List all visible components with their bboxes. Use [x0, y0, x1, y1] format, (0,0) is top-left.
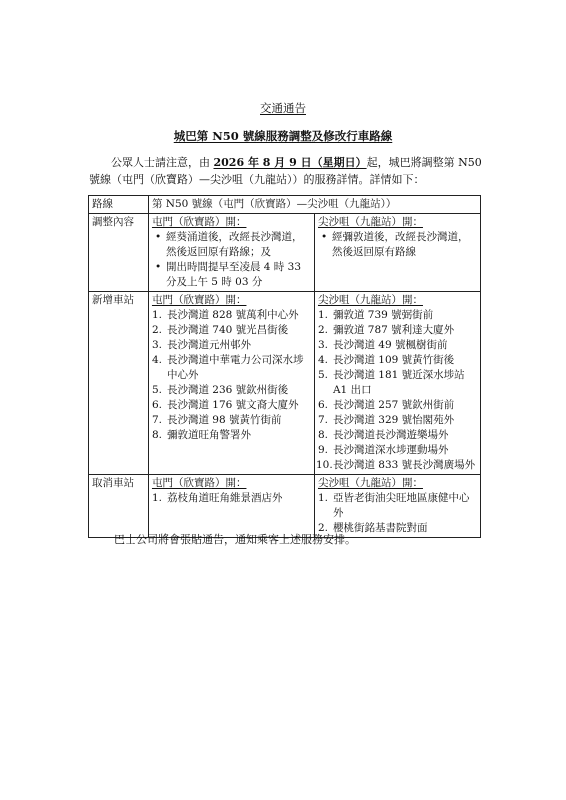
route-value: 第 N50 號線（屯門（欣寶路）—尖沙咀（九龍站））: [148, 196, 480, 214]
add-label: 新增車站: [89, 292, 149, 475]
stop-list-item: [151, 413, 311, 428]
item-number: 10.: [315, 459, 333, 471]
stop-list-item: [317, 413, 477, 428]
item-number: 1.: [151, 492, 162, 504]
stop-name: 長沙灣道元州邨外: [166, 339, 251, 351]
stop-name: 長沙灣道 257 號欽州街前: [332, 399, 455, 411]
route-label: 路線: [89, 196, 149, 214]
notice-heading: 交通通告: [260, 101, 306, 115]
route-row: [89, 196, 481, 214]
stop-list-item: [151, 338, 311, 353]
stop-name: 長沙灣道 329 號怡閣苑外: [332, 414, 455, 426]
cancel-row: [89, 475, 481, 538]
stop-name: 長沙灣道中華電力公司深水埗中心外: [166, 354, 304, 381]
adjust-label: 調整內容: [89, 214, 149, 292]
item-number: 2.: [317, 324, 328, 336]
adjust-right-cell: [314, 214, 480, 292]
item-number: 3.: [151, 339, 162, 351]
adjust-row: [89, 214, 481, 292]
intro-paragraph: [89, 154, 489, 188]
stop-name: 長沙灣道 833 號長沙灣廣場外: [332, 459, 476, 471]
stop-list-item: [151, 383, 311, 398]
add-row: [89, 292, 481, 475]
item-number: 7.: [151, 414, 162, 426]
adjust-left-list: [152, 230, 311, 290]
notice-title: 城巴第 N50 號線服務調整及修改行車路線: [173, 129, 393, 143]
bullet-item: • 經彌敦道後，改經長沙灣道，然後返回原有路線: [332, 230, 477, 260]
cancel-right-list: [318, 491, 477, 536]
item-number: 2.: [317, 522, 328, 534]
cancel-left-cell: [148, 475, 314, 538]
stop-list-item: [151, 308, 311, 323]
stop-list-item: [151, 323, 311, 338]
intro-date: 2026 年 8 月 9 日（星期日）: [213, 156, 367, 169]
adjust-right-list: [318, 230, 477, 260]
item-number: 6.: [317, 399, 328, 411]
adjust-left-cell: [148, 214, 314, 292]
item-number: 3.: [317, 339, 328, 351]
cancel-label: 取消車站: [89, 475, 149, 538]
item-number: 2.: [151, 324, 162, 336]
add-left-heading: 屯門（欣寶路）開：: [151, 294, 247, 306]
item-number: 8.: [151, 429, 162, 441]
stop-list-item: [317, 491, 477, 521]
stop-name: 荔枝角道旺角維景酒店外: [166, 492, 283, 504]
item-number: 4.: [151, 354, 162, 366]
service-change-table: [88, 195, 481, 538]
add-left-cell: [148, 292, 314, 475]
item-number: 1.: [317, 492, 328, 504]
stop-list-item: [151, 398, 311, 413]
stop-list-item: [151, 353, 311, 383]
stop-name: 長沙灣道 49 號楓樹街前: [332, 339, 448, 351]
stop-name: 彌敦道旺角警署外: [166, 429, 251, 441]
stop-name: 長沙灣道 181 號近深水埗站 A1 出口: [332, 369, 465, 396]
stop-list-item: [151, 491, 311, 506]
item-number: 1.: [317, 309, 328, 321]
stop-list-item: [151, 428, 311, 443]
item-number: 4.: [317, 354, 328, 366]
item-number: 5.: [151, 384, 162, 396]
bullet-item: • 開出時間提早至凌晨 4 時 33 分及上午 5 時 03 分: [166, 260, 311, 290]
stop-name: 長沙灣道 828 號萬利中心外: [166, 309, 299, 321]
stop-name: 長沙灣道 740 號光昌街後: [166, 324, 289, 336]
item-number: 5.: [317, 369, 328, 381]
stop-name: 長沙灣道深水埗運動場外: [332, 444, 449, 456]
add-left-list: [152, 308, 311, 443]
cancel-right-cell: [314, 475, 480, 538]
item-number: 8.: [317, 429, 328, 441]
stop-list-item: [317, 353, 477, 368]
stop-name: 彌敦道 739 號弼街前: [332, 309, 434, 321]
stop-list-item: [317, 368, 477, 398]
intro-part1: 公眾人士請注意，由: [111, 156, 214, 169]
cancel-left-list: [152, 491, 311, 506]
stop-name: 櫻桃街銘基書院對面: [332, 522, 428, 534]
stop-name: 長沙灣道長沙灣遊樂場外: [332, 429, 449, 441]
add-right-cell: [314, 292, 480, 475]
adjust-right-heading: 尖沙咀（九龍站）開：: [317, 216, 423, 228]
stop-list-item: [317, 308, 477, 323]
stop-list-item: [317, 443, 477, 458]
stop-name: 長沙灣道 98 號黃竹街前: [166, 414, 282, 426]
item-number: 9.: [317, 444, 328, 456]
stop-list-item: [317, 398, 477, 413]
cancel-right-heading: 尖沙咀（九龍站）開：: [317, 477, 423, 489]
add-right-list: [315, 308, 477, 473]
bullet-item: • 經葵涌道後，改經長沙灣道，然後返回原有路線；及: [166, 230, 311, 260]
item-number: 7.: [317, 414, 328, 426]
add-right-heading: 尖沙咀（九龍站）開：: [317, 294, 423, 306]
stop-name: 長沙灣道 176 號文裔大廈外: [166, 399, 299, 411]
stop-list-item: [315, 458, 477, 473]
item-number: 1.: [151, 309, 162, 321]
intro-part2: 起，城巴將調整第 N50 號線（屯門（欣寶路）—尖沙咀（九龍站））的服務詳情。詳情如下：: [89, 156, 482, 186]
stop-name: 長沙灣道 236 號欽州街後: [166, 384, 289, 396]
closing-paragraph: 巴士公司將會張貼通告，通知乘客上述服務安排。: [114, 533, 356, 546]
stop-list-item: [317, 338, 477, 353]
item-number: 6.: [151, 399, 162, 411]
cancel-left-heading: 屯門（欣寶路）開：: [151, 477, 247, 489]
stop-name: 彌敦道 787 號利達大廈外: [332, 324, 455, 336]
stop-list-item: [317, 323, 477, 338]
adjust-left-heading: 屯門（欣寶路）開：: [151, 216, 247, 228]
stop-name: 長沙灣道 109 號黃竹街後: [332, 354, 455, 366]
stop-list-item: [317, 428, 477, 443]
stop-name: 亞皆老街油尖旺地區康健中心外: [332, 492, 470, 519]
